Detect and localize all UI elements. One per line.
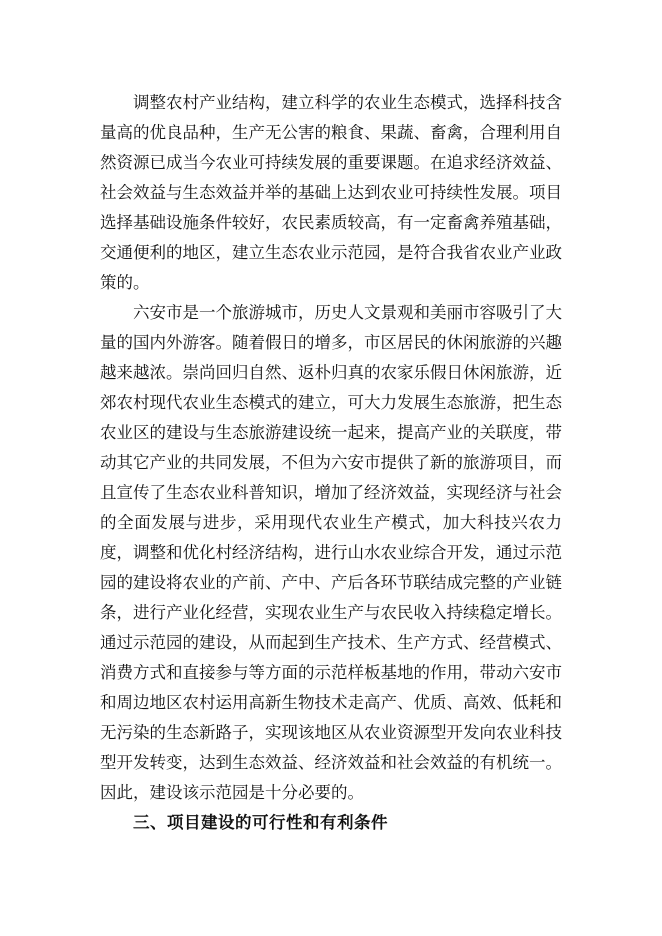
document-body <box>100 88 562 838</box>
paragraph-agricultural-restructuring: 调整农村产业结构，建立科学的农业生态模式，选择科技含量高的优良品种，生产无公害的粮食、果蔬、畜禽，合理利用自然资源已成当今农业可持续发展的重要课题。在追求经济效益、社会效益与生态效益并举的基础上达到农业可持续性发展。项目选择基础设施条件较好，农民素质较高，有一定畜禽养殖基础，交通便利的地区，建立生态农业示范园，是符合我省农业产业政策的。 <box>100 93 562 292</box>
paragraph-luan-tourism: 六安市是一个旅游城市，历史人文景观和美丽市容吸引了大量的国内外游客。随着假日的增多，市区居民的休闲旅游的兴趣越来越浓。崇尚回归自然、返朴归真的农家乐假日休闲旅游，近郊农村现代农业生态模式的建立，可大力发展生态旅游，把生态农业区的建设与生态旅游建设统一起来，提高产业的关联度，带动其它产业的共同发展，不但为六安市提供了新的旅游项目，而且宣传了生态农业科普知识，增加了经济效益，实现经济与社会的全面发展与进步，采用现代农业生产模式，加大科技兴农力度，调整和优化村经济结构，进行山水农业综合开发，通过示范园的建设将农业的产前、产中、产后各环节联结成完整的产业链条，进行产业化经营，实现农业生产与农民收入持续稳定增长。通过示范园的建设，从而起到生产技术、生产方式、经营模式、消费方式和直接参与等方面的示范样板基地的作用，带动六安市和周边地区农村运用高新生物技术走高产、优质、高效、低耗和无污染的生态新路子，实现该地区从农业资源型开发向农业科技型开发转变，达到生态效益、经济效益和社会效益的有机统一。因此，建设该示范园是十分必要的。 <box>100 303 562 802</box>
section-heading: 三、项目建设的可行性和有利条件 <box>133 813 388 832</box>
